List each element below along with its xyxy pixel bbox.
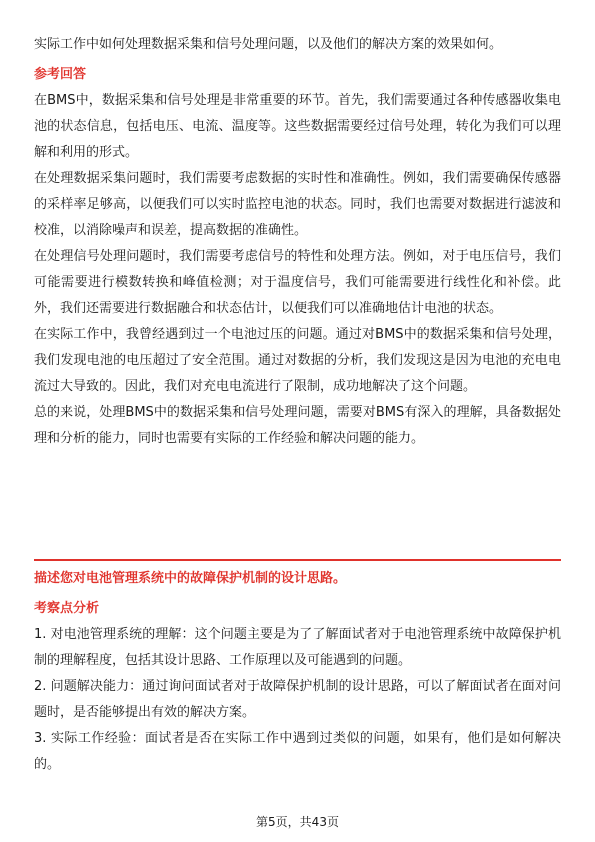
answer-paragraph: 在处理信号处理问题时，我们需要考虑信号的特性和处理方法。例如，对于电压信号，我们可能需要进行模数转换和峰值检测；对于温度信号，我们可能需要进行线性化和补偿。此外，我们还需要进行数据融合和状态估计，以便我们可以准确地估计电池的状态。 <box>34 249 561 316</box>
analysis-point: 3. 实际工作经验：面试者是否在实际工作中遇到过类似的问题，如果有，他们是如何解决的。 <box>34 731 561 772</box>
section-divider <box>34 559 561 561</box>
answer-paragraph: 在处理数据采集问题时，我们需要考虑数据的实时性和准确性。例如，我们需要确保传感器的采样率足够高，以便我们可以实时监控电池的状态。同时，我们也需要对数据进行滤波和校准，以消除噪声和误差，提高数据的准确性。 <box>34 171 561 238</box>
analysis-point: 2. 问题解决能力：通过询问面试者对于故障保护机制的设计思路，可以了解面试者在面对问题时，是否能够提出有效的解决方案。 <box>34 679 561 720</box>
question2-section <box>34 566 561 778</box>
analysis-heading: 考察点分析 <box>34 601 100 616</box>
question1-text: 实际工作中如何处理数据采集和信号处理问题，以及他们的解决方案的效果如何。 <box>34 37 503 52</box>
question1-section <box>34 32 561 452</box>
answer-paragraph: 在BMS中，数据采集和信号处理是非常重要的环节。首先，我们需要通过各种传感器收集电池的状态信息，包括电压、电流、温度等。这些数据需要经过信号处理，转化为我们可以理解和利用的形式。 <box>34 93 561 160</box>
answer-paragraph: 总的来说，处理BMS中的数据采集和信号处理问题，需要对BMS有深入的理解，具备数据处理和分析的能力，同时也需要有实际的工作经验和解决问题的能力。 <box>34 405 561 446</box>
analysis-point: 1. 对电池管理系统的理解：这个问题主要是为了了解面试者对于电池管理系统中故障保护机制的理解程度，包括其设计思路、工作原理以及可能遇到的问题。 <box>34 627 561 668</box>
question2-title: 描述您对电池管理系统中的故障保护机制的设计思路。 <box>34 571 347 586</box>
answer-paragraph: 在实际工作中，我曾经遇到过一个电池过压的问题。通过对BMS中的数据采集和信号处理，我们发现电池的电压超过了安全范围。通过对数据的分析，我们发现这是因为电池的充电电流过大导致的。因此，我们对充电电流进行了限制，成功地解决了这个问题。 <box>34 327 561 394</box>
answer-heading: 参考回答 <box>34 67 87 82</box>
page-number: 第5页，共43页 <box>256 815 339 829</box>
